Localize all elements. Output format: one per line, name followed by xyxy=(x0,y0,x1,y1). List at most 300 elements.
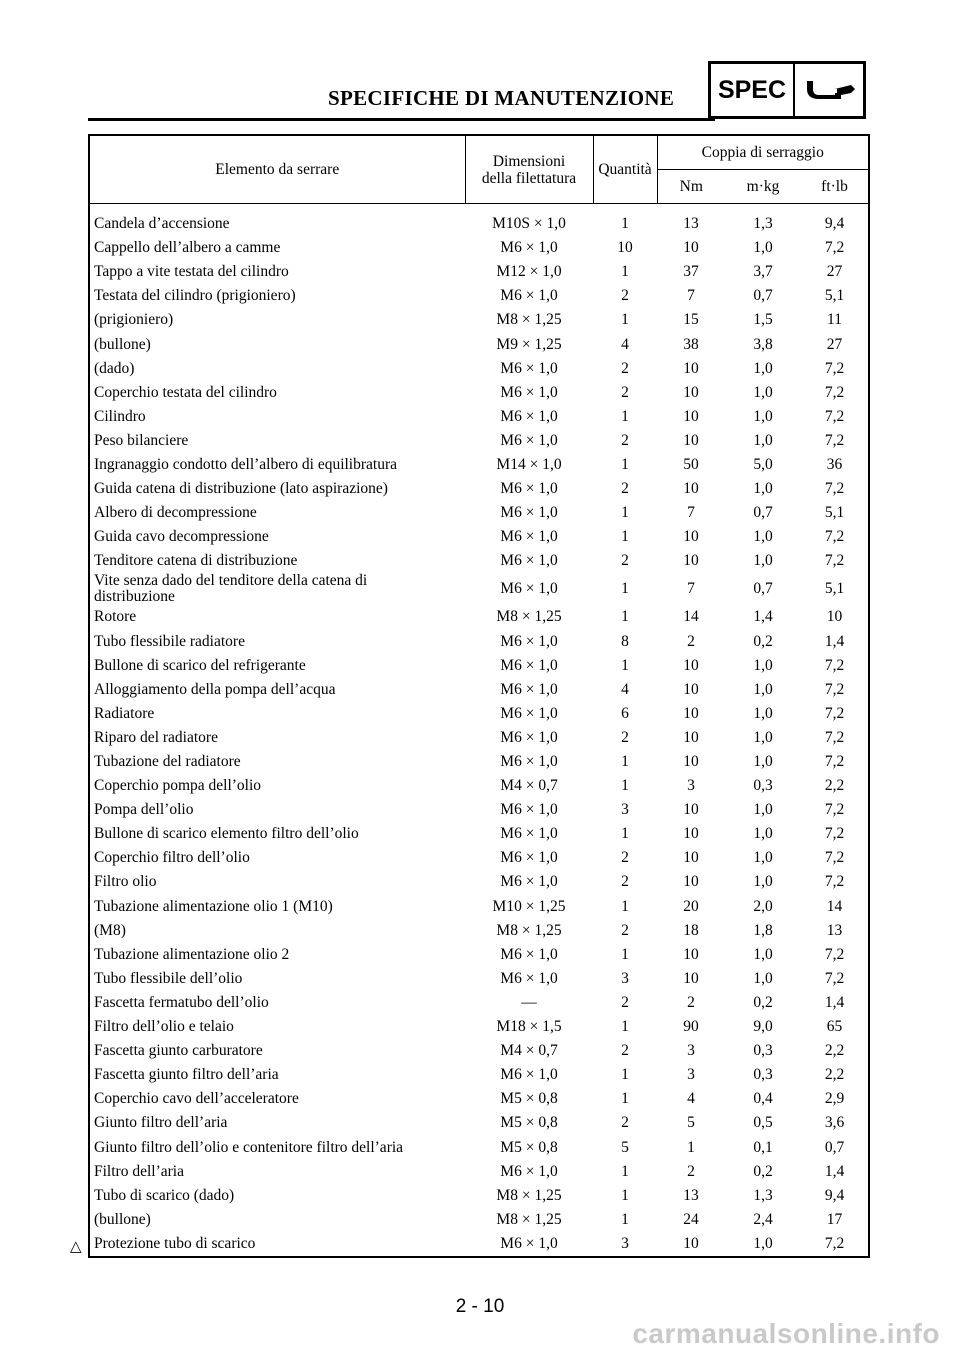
header-mkg: m·kg xyxy=(725,170,801,204)
cell-element-text: Pompa dell’olio xyxy=(94,801,194,819)
cell-quantity: 1 xyxy=(621,1210,629,1228)
cell-mkg: 1,0 xyxy=(753,239,773,257)
cell-element-text: (M8) xyxy=(94,921,126,939)
cell-ftlb: 7,2 xyxy=(824,728,845,746)
cell-mkg: 0,3 xyxy=(753,777,773,795)
cell-dimensions: M6 × 1,0 xyxy=(500,873,558,891)
table-row xyxy=(89,943,869,967)
cell-dimensions: M6 × 1,0 xyxy=(500,239,558,257)
table-row xyxy=(89,573,869,605)
table-row xyxy=(89,630,869,654)
cell-nm: 3 xyxy=(687,1042,695,1060)
cell-dimensions: M8 × 1,25 xyxy=(496,608,562,626)
cell-element xyxy=(89,1087,465,1111)
cell-element xyxy=(89,630,465,654)
cell-quantity: 1 xyxy=(621,608,629,626)
header-torque: Coppia di serraggio xyxy=(657,135,869,170)
cell-mkg: 1,4 xyxy=(753,608,773,626)
table-row xyxy=(89,260,869,284)
cell-element-text: Coperchio pompa dell’olio xyxy=(94,777,262,795)
cell-nm: 10 xyxy=(683,969,699,987)
cell-nm: 13 xyxy=(683,1186,699,1204)
cell-mkg: 1,0 xyxy=(753,945,773,963)
table-row xyxy=(89,332,869,356)
table-row xyxy=(89,702,869,726)
cell-element-text: (bullone) xyxy=(94,1210,151,1228)
cell-nm: 38 xyxy=(683,335,699,353)
cell-quantity: 1 xyxy=(621,897,629,915)
cell-mkg: 0,4 xyxy=(753,1090,773,1108)
cell-quantity: 2 xyxy=(621,873,629,891)
table-row xyxy=(89,284,869,308)
cell-element xyxy=(89,1015,465,1039)
cell-element xyxy=(89,1232,465,1257)
cell-nm: 10 xyxy=(683,552,699,570)
cell-quantity: 2 xyxy=(621,993,629,1011)
table-row xyxy=(89,654,869,678)
cell-element-text: Tubazione del radiatore xyxy=(94,753,241,771)
cell-mkg: 1,0 xyxy=(753,849,773,867)
cell-dimensions: M6 × 1,0 xyxy=(500,504,558,522)
wrench-icon xyxy=(795,64,863,116)
cell-nm: 7 xyxy=(687,287,695,305)
cell-element-text: Tubazione alimentazione olio 2 xyxy=(94,945,290,963)
table-row xyxy=(89,204,869,237)
cell-mkg: 1,0 xyxy=(753,969,773,987)
cell-quantity: 1 xyxy=(621,215,629,233)
cell-nm: 10 xyxy=(683,528,699,546)
cell-nm: 10 xyxy=(683,1234,699,1252)
cell-ftlb: 7,2 xyxy=(824,359,845,377)
cell-quantity: 1 xyxy=(621,263,629,281)
cell-dimensions: M6 × 1,0 xyxy=(500,704,558,722)
cell-nm: 10 xyxy=(683,704,699,722)
header-dimensions-line2: della filettatura xyxy=(481,169,577,187)
cell-nm: 3 xyxy=(687,1066,695,1084)
table-row xyxy=(89,381,869,405)
cell-element-text: Filtro dell’aria xyxy=(94,1162,184,1180)
cell-ftlb: 7,2 xyxy=(824,753,845,771)
cell-ftlb: 1,4 xyxy=(824,632,845,650)
cell-quantity: 2 xyxy=(621,431,629,449)
cell-element xyxy=(89,822,465,846)
cell-element xyxy=(89,204,465,237)
table-row xyxy=(89,798,869,822)
cell-ftlb: 7,2 xyxy=(824,552,845,570)
cell-element-text: Peso bilanciere xyxy=(94,431,189,449)
cell-element-text: Cilindro xyxy=(94,407,146,425)
cell-mkg: 1,0 xyxy=(753,801,773,819)
spec-badge xyxy=(708,61,866,119)
cell-element xyxy=(89,605,465,629)
cell-element xyxy=(89,1111,465,1135)
cell-element-text: Ingranaggio condotto dell’albero di equilibratura xyxy=(94,455,398,473)
cell-mkg: 1,0 xyxy=(753,680,773,698)
table-row xyxy=(89,357,869,381)
cell-mkg: 3,7 xyxy=(753,263,773,281)
cell-element xyxy=(89,870,465,894)
cell-element xyxy=(89,991,465,1015)
cell-element xyxy=(89,477,465,501)
cell-dimensions: M5 × 0,8 xyxy=(500,1114,558,1132)
cell-element-text: Guida catena di distribuzione (lato aspirazione) xyxy=(94,480,388,498)
cell-mkg: 1,5 xyxy=(753,311,773,329)
cell-ftlb: 2,2 xyxy=(824,1066,845,1084)
cell-element xyxy=(89,260,465,284)
cell-quantity: 2 xyxy=(621,287,629,305)
cell-ftlb: 11 xyxy=(827,311,842,329)
cell-dimensions: M9 × 1,25 xyxy=(496,335,562,353)
cell-quantity: 2 xyxy=(621,921,629,939)
cell-quantity: 1 xyxy=(621,1066,629,1084)
cell-ftlb: 7,2 xyxy=(824,825,845,843)
cell-quantity: 1 xyxy=(621,407,629,425)
cell-ftlb: 5,1 xyxy=(824,504,845,522)
cell-element-text: (dado) xyxy=(94,359,135,377)
cell-nm: 10 xyxy=(683,753,699,771)
cell-ftlb: 7,2 xyxy=(824,528,845,546)
cell-element-text: Guida cavo decompressione xyxy=(94,528,269,546)
cell-element-text: Tubo flessibile radiatore xyxy=(94,632,245,650)
cell-mkg: 1,0 xyxy=(753,480,773,498)
cell-mkg: 1,0 xyxy=(753,753,773,771)
cell-mkg: 0,7 xyxy=(753,287,773,305)
header-dimensions-line1: Dimensioni xyxy=(492,152,566,170)
cell-nm: 3 xyxy=(687,777,695,795)
cell-element xyxy=(89,284,465,308)
header-ftlb: ft·lb xyxy=(801,170,869,204)
cell-quantity: 2 xyxy=(621,1042,629,1060)
cell-element-text: Albero di decompressione xyxy=(94,504,257,522)
table-row xyxy=(89,429,869,453)
cell-element-text: Cappello dell’albero a camme xyxy=(94,239,281,257)
table-row xyxy=(89,453,869,477)
cell-ftlb: 3,6 xyxy=(824,1114,845,1132)
cell-mkg: 0,3 xyxy=(753,1042,773,1060)
cell-quantity: 5 xyxy=(621,1138,629,1156)
cell-mkg: 1,0 xyxy=(753,728,773,746)
table-row xyxy=(89,1208,869,1232)
cell-ftlb: 7,2 xyxy=(824,431,845,449)
cell-dimensions: M5 × 0,8 xyxy=(500,1090,558,1108)
table-row xyxy=(89,750,869,774)
cell-mkg: 0,2 xyxy=(753,1162,773,1180)
cell-element xyxy=(89,967,465,991)
table-row xyxy=(89,1039,869,1063)
cell-nm: 10 xyxy=(683,825,699,843)
cell-ftlb: 36 xyxy=(826,455,843,473)
cell-mkg: 1,0 xyxy=(753,704,773,722)
cell-quantity: 3 xyxy=(621,1234,629,1252)
cell-dimensions: M6 × 1,0 xyxy=(500,383,558,401)
cell-ftlb: 7,2 xyxy=(824,480,845,498)
cell-dimensions: M6 × 1,0 xyxy=(500,1162,558,1180)
cell-element xyxy=(89,308,465,332)
cell-quantity: 1 xyxy=(621,656,629,674)
cell-element-text: Giunto filtro dell’olio e contenitore filtro dell’aria xyxy=(94,1138,404,1156)
table-row xyxy=(89,846,869,870)
cell-dimensions: M10 × 1,25 xyxy=(492,897,566,915)
cell-element-text: Filtro olio xyxy=(94,873,157,891)
cell-ftlb: 7,2 xyxy=(824,969,845,987)
table-row xyxy=(89,1232,869,1257)
cell-mkg: 0,3 xyxy=(753,1066,773,1084)
cell-nm: 1 xyxy=(687,1138,695,1156)
cell-mkg: 1,3 xyxy=(753,215,773,233)
cell-element xyxy=(89,1135,465,1159)
cell-element xyxy=(89,654,465,678)
table-row xyxy=(89,991,869,1015)
cell-element-text: Filtro dell’olio e telaio xyxy=(94,1018,234,1036)
cell-mkg: 1,0 xyxy=(753,407,773,425)
cell-element-text: Protezione tubo di scarico xyxy=(94,1234,256,1252)
table-row xyxy=(89,236,869,260)
cell-dimensions: M5 × 0,8 xyxy=(500,1138,558,1156)
cell-ftlb: 2,9 xyxy=(824,1090,845,1108)
page-number: 2 - 10 xyxy=(455,1296,505,1317)
cell-element-text: Tappo a vite testata del cilindro xyxy=(94,263,289,281)
table-row xyxy=(89,405,869,429)
cell-element-text: (bullone) xyxy=(94,335,151,353)
cell-element-text: Coperchio filtro dell’olio xyxy=(94,849,250,867)
cell-mkg: 0,5 xyxy=(753,1114,773,1132)
cell-ftlb: 17 xyxy=(826,1210,843,1228)
cell-dimensions: M6 × 1,0 xyxy=(500,728,558,746)
cell-quantity: 1 xyxy=(621,777,629,795)
cell-element-text: Candela d’accensione xyxy=(94,215,230,233)
cell-dimensions: M8 × 1,25 xyxy=(496,1210,562,1228)
cell-dimensions: M6 × 1,0 xyxy=(500,287,558,305)
cell-element-text: Rotore xyxy=(94,608,137,626)
cell-element xyxy=(89,750,465,774)
cell-ftlb: 7,2 xyxy=(824,704,845,722)
cell-nm: 7 xyxy=(687,504,695,522)
cell-quantity: 2 xyxy=(621,728,629,746)
cell-quantity: 1 xyxy=(621,528,629,546)
cell-element xyxy=(89,405,465,429)
cell-element xyxy=(89,1039,465,1063)
cell-ftlb: 7,2 xyxy=(824,680,845,698)
table-row xyxy=(89,501,869,525)
cell-ftlb: 7,2 xyxy=(824,1234,845,1252)
cell-element-text: Vite senza dado del tenditore della catena di xyxy=(94,572,368,590)
cell-element xyxy=(89,919,465,943)
cell-dimensions: M6 × 1,0 xyxy=(500,359,558,377)
cell-element xyxy=(89,501,465,525)
cell-ftlb: 9,4 xyxy=(824,1186,845,1204)
cell-nm: 2 xyxy=(687,1162,695,1180)
cell-element xyxy=(89,549,465,573)
cell-mkg: 1,0 xyxy=(753,528,773,546)
cell-nm: 20 xyxy=(683,897,699,915)
cell-element-text: Fascetta giunto carburatore xyxy=(94,1042,263,1060)
cell-dimensions: M6 × 1,0 xyxy=(500,680,558,698)
cell-ftlb: 0,7 xyxy=(824,1138,845,1156)
cell-dimensions: M6 × 1,0 xyxy=(500,849,558,867)
cell-nm: 10 xyxy=(683,873,699,891)
cell-mkg: 0,2 xyxy=(753,632,773,650)
cell-dimensions: M6 × 1,0 xyxy=(500,632,558,650)
cell-dimensions: M12 × 1,0 xyxy=(496,263,562,281)
cell-mkg: 1,0 xyxy=(753,552,773,570)
table-row xyxy=(89,1160,869,1184)
cell-element-text: Radiatore xyxy=(94,704,155,722)
cell-quantity: 1 xyxy=(621,1090,629,1108)
cell-element xyxy=(89,774,465,798)
table-row xyxy=(89,895,869,919)
cell-mkg: 1,0 xyxy=(753,656,773,674)
table-row xyxy=(89,822,869,846)
table-row xyxy=(89,308,869,332)
cell-quantity: 8 xyxy=(621,632,629,650)
table-row xyxy=(89,774,869,798)
table-row xyxy=(89,919,869,943)
cell-element xyxy=(89,678,465,702)
cell-element xyxy=(89,1063,465,1087)
cell-dimensions: M6 × 1,0 xyxy=(500,801,558,819)
cell-dimensions: M4 × 0,7 xyxy=(500,777,558,795)
cell-dimensions: M6 × 1,0 xyxy=(500,656,558,674)
cell-ftlb: 7,2 xyxy=(824,801,845,819)
cell-nm: 10 xyxy=(683,383,699,401)
cell-element-text: Fascetta fermatubo dell’olio xyxy=(94,993,269,1011)
cell-element xyxy=(89,726,465,750)
cell-quantity: 1 xyxy=(621,1162,629,1180)
cell-ftlb: 2,2 xyxy=(824,777,845,795)
table-row xyxy=(89,477,869,501)
cell-element xyxy=(89,943,465,967)
cell-dimensions: M10S × 1,0 xyxy=(492,215,566,233)
cell-ftlb: 65 xyxy=(826,1018,843,1036)
header-quantity: Quantità xyxy=(593,135,657,204)
header-dimensions xyxy=(465,135,593,204)
cell-quantity: 1 xyxy=(621,311,629,329)
cell-nm: 10 xyxy=(683,239,699,257)
cell-nm: 10 xyxy=(683,359,699,377)
header-nm: Nm xyxy=(657,170,725,204)
cell-element xyxy=(89,453,465,477)
cell-ftlb: 27 xyxy=(826,263,843,281)
cell-ftlb: 5,1 xyxy=(824,287,845,305)
cell-ftlb: 7,2 xyxy=(824,656,845,674)
cell-nm: 37 xyxy=(683,263,699,281)
cell-dimensions: — xyxy=(521,993,537,1011)
cell-dimensions: M14 × 1,0 xyxy=(496,455,562,473)
cell-element-text: Alloggiamento della pompa dell’acqua xyxy=(94,680,336,698)
cell-element xyxy=(89,895,465,919)
cell-dimensions: M6 × 1,0 xyxy=(500,1234,558,1252)
cell-quantity: 2 xyxy=(621,849,629,867)
cell-mkg: 9,0 xyxy=(753,1018,773,1036)
cell-ftlb: 13 xyxy=(826,921,843,939)
cell-element xyxy=(89,332,465,356)
cell-dimensions: M6 × 1,0 xyxy=(500,480,558,498)
cell-nm: 10 xyxy=(683,480,699,498)
cell-mkg: 1,0 xyxy=(753,383,773,401)
cell-quantity: 2 xyxy=(621,480,629,498)
cell-nm: 10 xyxy=(683,945,699,963)
cell-mkg: 0,7 xyxy=(753,504,773,522)
cell-nm: 10 xyxy=(683,656,699,674)
cell-element-text: (prigioniero) xyxy=(94,311,174,329)
cell-element xyxy=(89,525,465,549)
cell-nm: 50 xyxy=(683,455,699,473)
cell-quantity: 3 xyxy=(621,969,629,987)
cell-mkg: 1,3 xyxy=(753,1186,773,1204)
cell-dimensions: M6 × 1,0 xyxy=(500,431,558,449)
cell-element xyxy=(89,381,465,405)
cell-quantity: 10 xyxy=(617,239,633,257)
cell-quantity: 2 xyxy=(621,1114,629,1132)
cell-dimensions: M6 × 1,0 xyxy=(500,969,558,987)
cell-nm: 15 xyxy=(683,311,699,329)
cell-nm: 24 xyxy=(683,1210,699,1228)
cell-dimensions: M6 × 1,0 xyxy=(500,552,558,570)
cell-nm: 10 xyxy=(683,801,699,819)
cell-element xyxy=(89,702,465,726)
cell-dimensions: M6 × 1,0 xyxy=(500,753,558,771)
cell-ftlb: 7,2 xyxy=(824,849,845,867)
cell-element-text: Tubazione alimentazione olio 1 (M10) xyxy=(94,897,333,915)
cell-quantity: 6 xyxy=(621,704,629,722)
header-element: Elemento da serrare xyxy=(89,135,465,204)
cell-nm: 10 xyxy=(683,407,699,425)
cell-nm: 18 xyxy=(683,921,699,939)
cell-ftlb: 27 xyxy=(826,335,843,353)
cell-quantity: 1 xyxy=(621,945,629,963)
cell-element xyxy=(89,1160,465,1184)
cell-nm: 2 xyxy=(687,632,695,650)
table-row xyxy=(89,967,869,991)
cell-element-text: Bullone di scarico elemento filtro dell’olio xyxy=(94,825,359,843)
triangle-mark: △ xyxy=(70,1237,82,1255)
cell-mkg: 2,4 xyxy=(753,1210,773,1228)
cell-element-text: Tenditore catena di distribuzione xyxy=(94,552,298,570)
cell-ftlb: 7,2 xyxy=(824,873,845,891)
cell-dimensions: M8 × 1,25 xyxy=(496,311,562,329)
cell-mkg: 1,0 xyxy=(753,1234,773,1252)
cell-element xyxy=(89,1184,465,1208)
header-rule xyxy=(88,118,715,121)
cell-dimensions: M6 × 1,0 xyxy=(500,1066,558,1084)
spec-label: SPEC xyxy=(711,64,795,116)
cell-quantity: 2 xyxy=(621,383,629,401)
cell-ftlb: 7,2 xyxy=(824,383,845,401)
cell-element xyxy=(89,573,465,605)
cell-ftlb: 2,2 xyxy=(824,1042,845,1060)
cell-ftlb: 7,2 xyxy=(824,407,845,425)
table-row xyxy=(89,525,869,549)
cell-nm: 13 xyxy=(683,215,699,233)
cell-mkg: 0,7 xyxy=(753,580,773,598)
cell-ftlb: 5,1 xyxy=(824,580,845,598)
cell-ftlb: 1,4 xyxy=(824,993,845,1011)
cell-nm: 90 xyxy=(683,1018,699,1036)
cell-quantity: 1 xyxy=(621,825,629,843)
cell-element xyxy=(89,1208,465,1232)
cell-ftlb: 14 xyxy=(826,897,843,915)
cell-mkg: 1,0 xyxy=(753,825,773,843)
table-row xyxy=(89,1015,869,1039)
cell-nm: 10 xyxy=(683,680,699,698)
table-row xyxy=(89,1111,869,1135)
cell-dimensions: M6 × 1,0 xyxy=(500,407,558,425)
cell-ftlb: 7,2 xyxy=(824,239,845,257)
table-row xyxy=(89,870,869,894)
cell-ftlb: 1,4 xyxy=(824,1162,845,1180)
cell-quantity: 1 xyxy=(621,1018,629,1036)
table-row xyxy=(89,1063,869,1087)
